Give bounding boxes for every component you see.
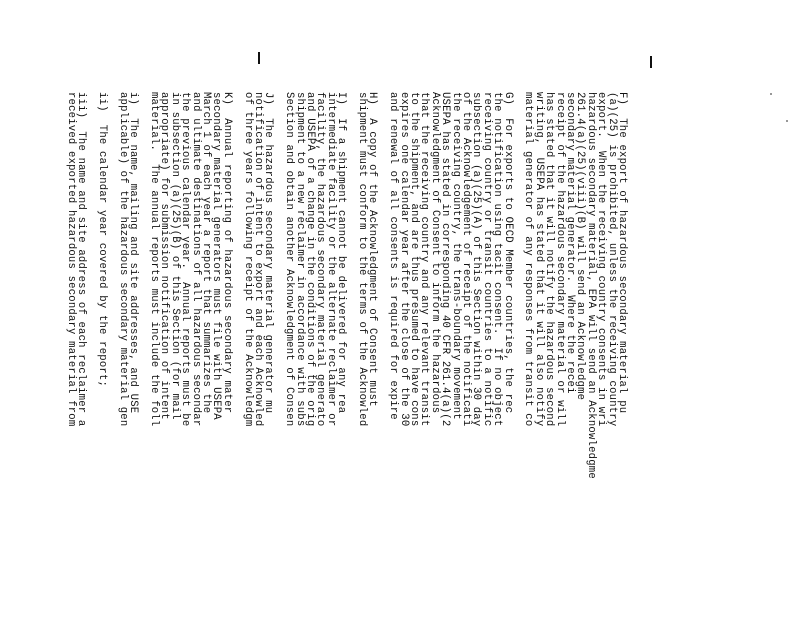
document-text-line: ii) The calendar year covered by the report;	[96, 92, 108, 388]
document-text-line: writing, USEPA has stated that it will also notify	[532, 92, 545, 427]
document-text-line: the previous calendar year. Annual reports must be	[179, 92, 192, 427]
document-text-line: (a)(25) is prohibited, unless the receiving country	[605, 92, 618, 427]
document-text-line: 261.4(a)(25)(viii)(B) will send an Acknowledgme	[574, 92, 587, 401]
document-text-line: subsection (a)(25)(A) of this Section within 30 day	[470, 92, 483, 427]
document-text-line: notification of intent to export and each Acknowled	[252, 92, 264, 427]
document-text-line: secondary material generator. Where the recei	[564, 92, 576, 394]
document-text-line: receiving country or transit countries to a notific	[480, 92, 493, 427]
scan-speck	[786, 120, 788, 122]
document-text-line: in subsection (a)(25)(B) of this Section (for mail	[168, 92, 181, 420]
document-text-line: I) If a shipment cannot be delivered for any rea	[335, 92, 348, 414]
document-text-line: USEPA has stated in corresponding 40 CFR 261.4(a)(2	[439, 92, 452, 427]
document-text-line: intermediate facility or the alternate reclaimer or	[324, 92, 337, 427]
document-text-line: expires one calendar year after the close of the 30	[397, 92, 410, 427]
document-text-line: to the shipment, and are thus presumed to have cons	[408, 92, 420, 427]
document-text-line: applicable) of the hazardous secondary material gen	[116, 92, 129, 427]
document-text-line: of the Acknowledgement of receipt of the notificati	[460, 92, 472, 427]
document-text-line: the notification using tacit consent. If no object	[491, 92, 504, 427]
document-text-line: H) A copy of the Acknowledgment of Consent must	[366, 92, 379, 407]
document-text-line: secondary material generators must file with USEPA	[210, 92, 223, 420]
document-text-line: J) The hazardous secondary material generator mu	[262, 92, 275, 414]
document-text-line: shipment must conform to the terms of the Acknowled	[356, 92, 368, 427]
header-dash-right	[650, 56, 652, 68]
document-text-line: G) For exports to OECD Member countries, the rec	[501, 92, 514, 414]
document-text-line: the receiving country, the trans-boundary movement	[449, 92, 462, 420]
document-text-line: F) The export of hazardous secondary material pu	[616, 92, 628, 414]
document-text-line: and renewal of all consents is required for expire	[387, 92, 400, 420]
document-text-line: shipment to a new reclaimer in accordance with subs	[293, 92, 306, 427]
document-text-line: hazardous secondary material, EPA will send an Acknowledgme	[584, 92, 597, 479]
document-text-line: and USEPA of a change in the conditions of the orig	[304, 92, 316, 427]
document-text-line: received exported hazardous secondary material from	[64, 92, 77, 427]
header-dash-left	[258, 52, 260, 64]
scan-speck	[770, 93, 772, 95]
document-text-line: iii) The name and site address of each reclaimer a	[75, 92, 88, 427]
document-text-line: Section and obtain another Acknowledgment of Consen	[283, 92, 296, 427]
document-text-line: has stated that it will notify the hazardous second	[543, 92, 556, 427]
document-text-line: facility, the hazardous secondary material generato	[314, 92, 327, 427]
document-text-line: appropriate) for submission notification of intent	[158, 92, 171, 420]
document-text-line: and ultimate destinations of all hazardous secondar	[189, 92, 202, 427]
document-text-line: K) Annual reporting of hazardous secondary mater	[220, 92, 233, 414]
document-text-line: material generator of any responses from transit co	[522, 92, 535, 427]
document-text-line: material. The annual reports must include the foll	[148, 92, 160, 427]
document-text-line: Acknowledgment of Consent to inform the hazardous	[428, 92, 441, 414]
document-text-line: i) The name, mailing and site addresses, and USE	[127, 92, 140, 414]
document-text-line: March 1 of each year a report that summarizes the	[200, 92, 212, 414]
document-text-line: export. When the receiving country consents in wri	[595, 92, 608, 427]
document-text-line: of three years following receipt of the Acknowledgm	[241, 92, 254, 427]
document-text-line: receipt of the hazardous secondary material or will	[553, 92, 566, 427]
document-text-line: that the receiving country and any relevant transit	[418, 92, 431, 427]
